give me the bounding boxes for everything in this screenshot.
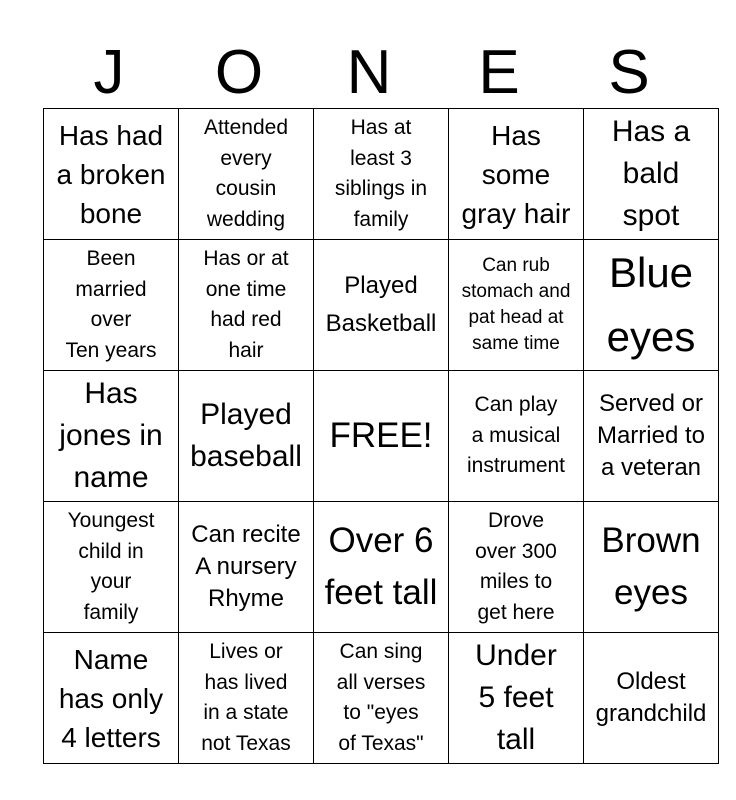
header-letter-o: O [214, 38, 264, 107]
bingo-cell[interactable]: Over 6 feet tall [314, 502, 449, 633]
bingo-cell[interactable]: Under 5 feet tall [449, 633, 584, 764]
board-row-3 [44, 371, 719, 502]
bingo-cell[interactable]: Drove over 300 miles to get here [449, 502, 584, 633]
board-row-5 [44, 633, 719, 764]
board-row-4 [44, 502, 719, 633]
board-row-1 [44, 109, 719, 240]
bingo-cell[interactable]: Brown eyes [584, 502, 719, 633]
free-cell[interactable]: FREE! [314, 371, 449, 502]
bingo-cell[interactable]: Can rub stomach and pat head at same time [449, 240, 584, 371]
bingo-cell[interactable]: Name has only 4 letters [44, 633, 179, 764]
bingo-cell[interactable]: Has or at one time had red hair [179, 240, 314, 371]
board-row-2 [44, 240, 719, 371]
bingo-cell[interactable]: Can recite A nursery Rhyme [179, 502, 314, 633]
header-letter-j: J [93, 38, 125, 107]
bingo-cell[interactable]: Played Basketball [314, 240, 449, 371]
bingo-board [43, 108, 719, 764]
bingo-cell[interactable]: Blue eyes [584, 240, 719, 371]
bingo-cell[interactable]: Oldest grandchild [584, 633, 719, 764]
bingo-cell[interactable]: Can sing all verses to "eyes of Texas" [314, 633, 449, 764]
bingo-cell[interactable]: Has jones in name [44, 371, 179, 502]
header-letter-s: S [608, 38, 650, 107]
bingo-header [44, 38, 694, 108]
bingo-cell[interactable]: Attended every cousin wedding [179, 109, 314, 240]
bingo-cell[interactable]: Has some gray hair [449, 109, 584, 240]
bingo-cell[interactable]: Served or Married to a veteran [584, 371, 719, 502]
header-letter-e: E [478, 38, 520, 107]
bingo-cell[interactable]: Youngest child in your family [44, 502, 179, 633]
header-letter-n: N [346, 38, 392, 107]
bingo-cell[interactable]: Has a bald spot [584, 109, 719, 240]
bingo-cell[interactable]: Played baseball [179, 371, 314, 502]
bingo-cell[interactable]: Can play a musical instrument [449, 371, 584, 502]
bingo-cell[interactable]: Been married over Ten years [44, 240, 179, 371]
bingo-cell[interactable]: Has had a broken bone [44, 109, 179, 240]
bingo-cell[interactable]: Lives or has lived in a state not Texas [179, 633, 314, 764]
bingo-cell[interactable]: Has at least 3 siblings in family [314, 109, 449, 240]
